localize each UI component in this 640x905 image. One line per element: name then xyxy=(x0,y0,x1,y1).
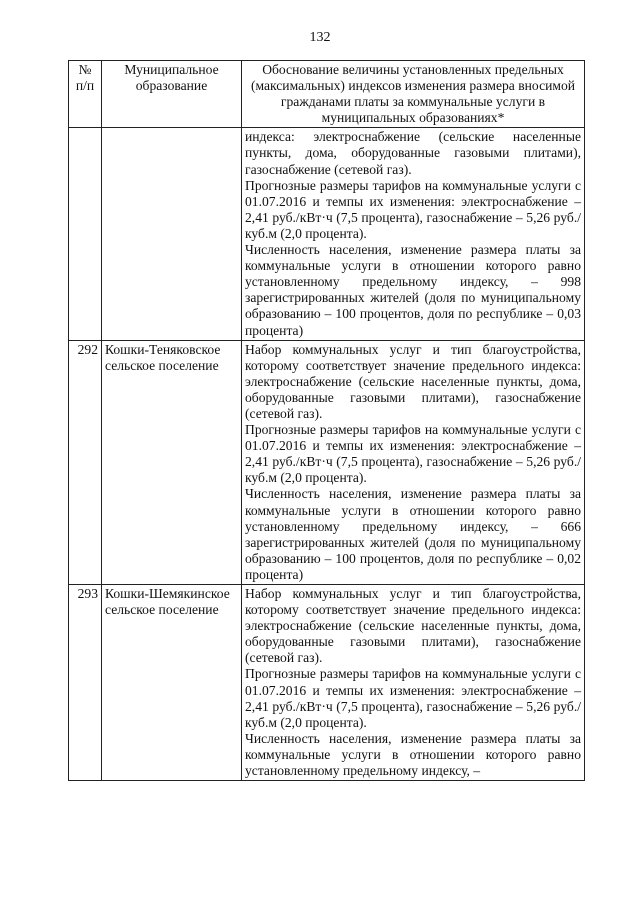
header-number-line: № xyxy=(78,62,92,77)
header-number-line: п/п xyxy=(75,78,95,94)
row-justification xyxy=(242,340,585,584)
justification-paragraph: Набор коммунальных услуг и тип благоустройства, которому соответствует значение предельного индекса: электроснабжение (сельские населенные пункты, дома, оборудованные газовыми плитами), газоснабжение (сетевой газ). xyxy=(245,341,581,421)
justification-paragraph: Численность населения, изменение размера платы за коммунальные услуги в отношении которого равно установленному предельному индексу, – xyxy=(245,730,581,779)
row-number: 293 xyxy=(69,585,102,781)
justification-paragraph: Численность населения, изменение размера платы за коммунальные услуги в отношении которого равно установленному предельному индексу, – 998 зарегистрированных жителей (доля по муниципальному образованию – 100 процентов, доля по республике – 0,03 процента) xyxy=(245,242,581,338)
row-municipality: Кошки-Шемякинское сельское поселение xyxy=(102,585,242,781)
header-municipality: Муниципальное образование xyxy=(102,61,242,128)
table-header-row xyxy=(69,61,585,128)
row-justification xyxy=(242,128,585,340)
header-justification: Обоснование величины установленных предельных (максимальных) индексов изменения размера вносимой гражданами платы за коммунальные услуги в муниципальных образованиях* xyxy=(242,61,585,128)
justification-paragraph: Прогнозные размеры тарифов на коммунальные услуги с 01.07.2016 и темпы их изменения: электроснабжение – 2,41 руб./кВт·ч (7,5 процента), газоснабжение – 5,26 руб./куб.м (2,0 процента). xyxy=(245,422,581,486)
justification-paragraph: Прогнозные размеры тарифов на коммунальные услуги с 01.07.2016 и темпы их изменения: электроснабжение – 2,41 руб./кВт·ч (7,5 процента), газоснабжение – 5,26 руб./куб.м (2,0 процента). xyxy=(245,666,581,730)
page-number: 132 xyxy=(309,30,331,45)
row-municipality: Кошки-Теняковское сельское поселение xyxy=(102,340,242,584)
justification-paragraph: Прогнозные размеры тарифов на коммунальные услуги с 01.07.2016 и темпы их изменения: электроснабжение – 2,41 руб./кВт·ч (7,5 процента), газоснабжение – 5,26 руб./куб.м (2,0 процента). xyxy=(245,177,581,241)
row-justification xyxy=(242,585,585,781)
table-row xyxy=(69,340,585,584)
justification-paragraph: Численность населения, изменение размера платы за коммунальные услуги в отношении которого равно установленному предельному индексу, – 666 зарегистрированных жителей (доля по муниципальному образованию – 100 процентов, доля по республике – 0,02 процента) xyxy=(245,486,581,582)
header-number xyxy=(69,61,102,128)
justification-paragraph: индекса: электроснабжение (сельские населенные пункты, дома, оборудованные газовыми плитами), газоснабжение (сетевой газ). xyxy=(245,129,581,177)
index-justification-table xyxy=(68,60,585,781)
table-row xyxy=(69,585,585,781)
row-number xyxy=(69,128,102,340)
row-municipality xyxy=(102,128,242,340)
row-number: 292 xyxy=(69,340,102,584)
justification-paragraph: Набор коммунальных услуг и тип благоустройства, которому соответствует значение предельного индекса: электроснабжение (сельские населенные пункты, дома, оборудованные газовыми плитами), газоснабжение (сетевой газ). xyxy=(245,586,581,666)
table-row xyxy=(69,128,585,340)
